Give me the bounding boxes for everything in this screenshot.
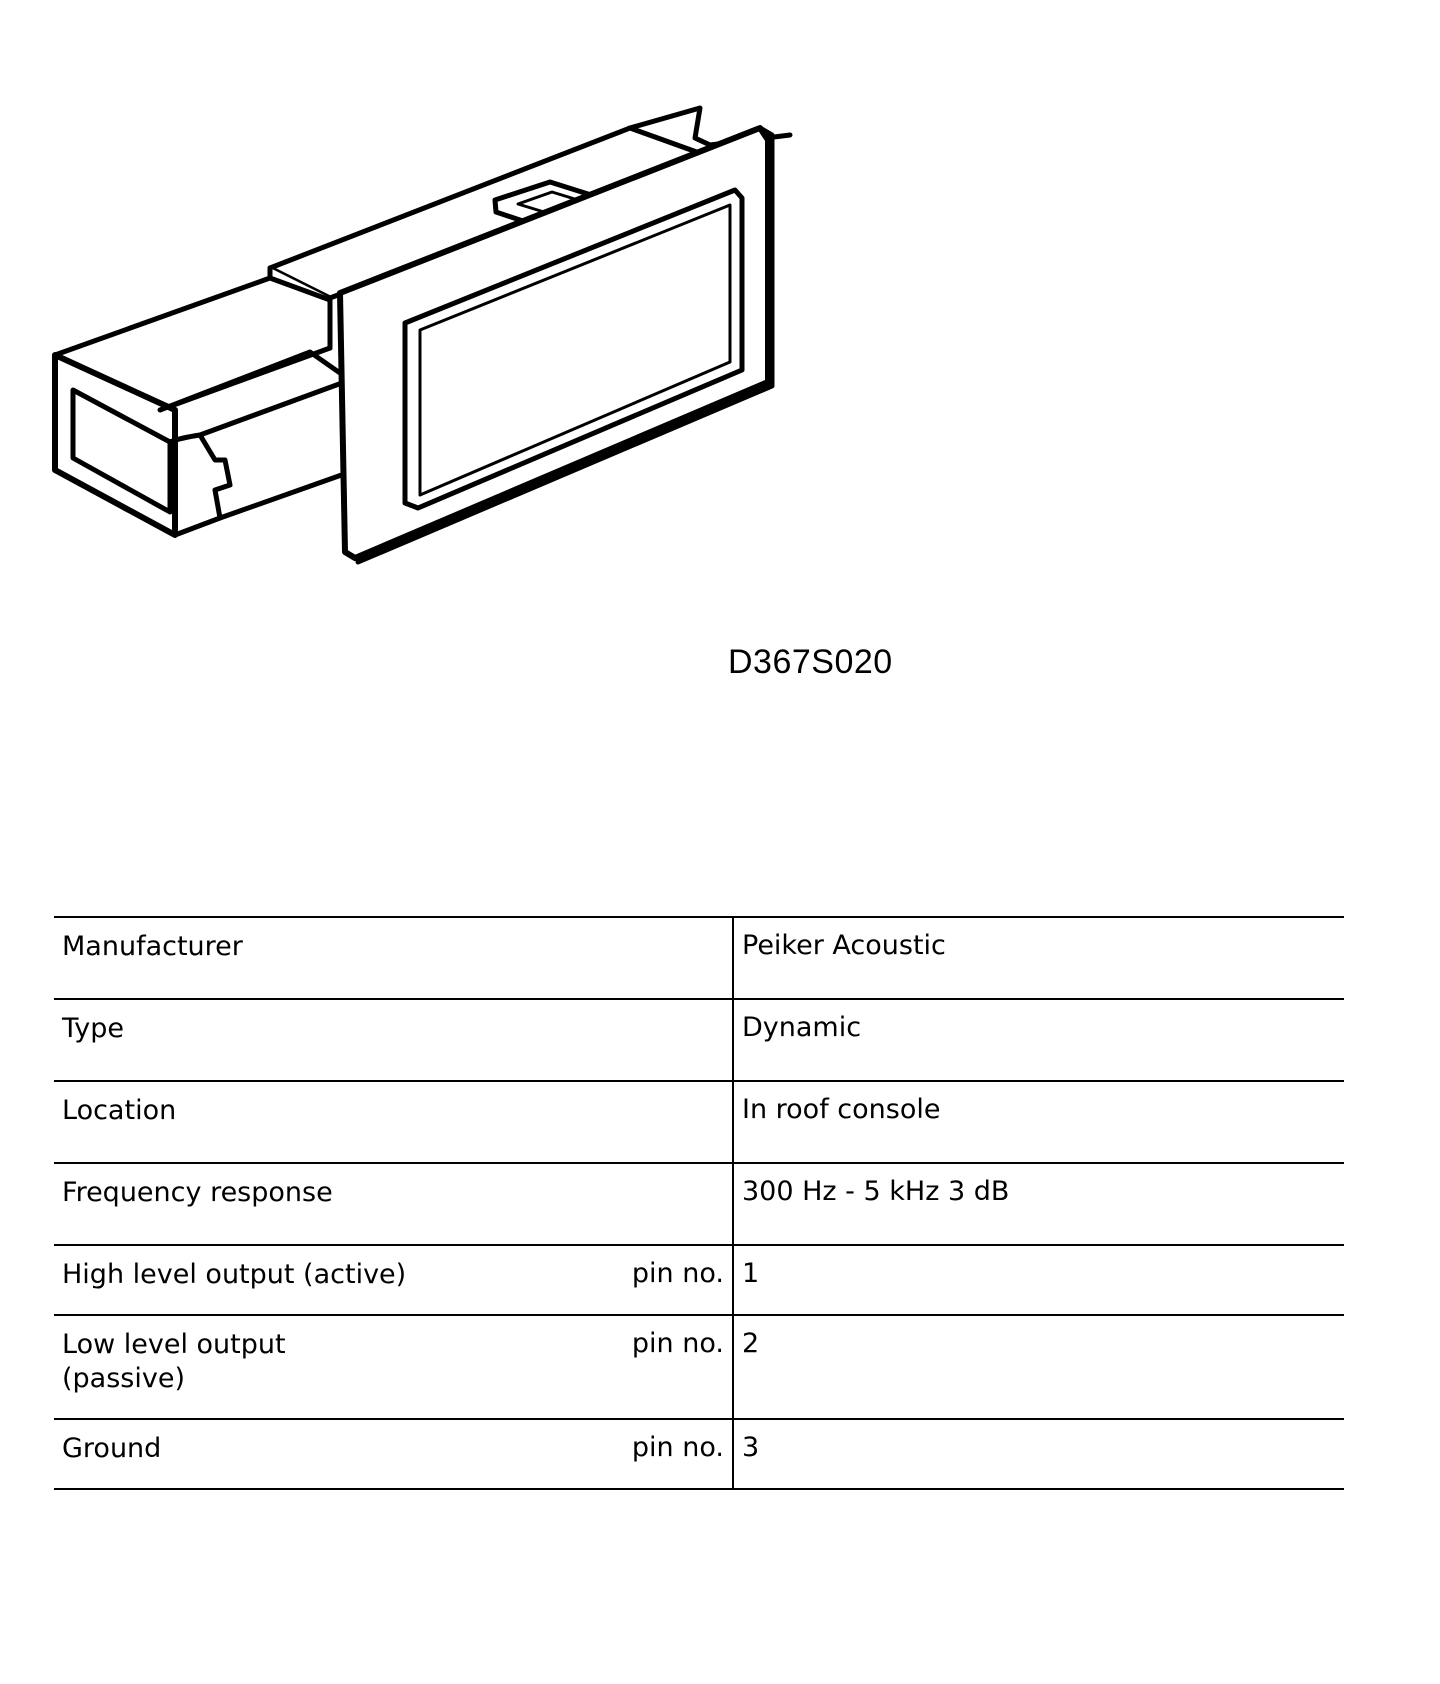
spec-value: 1 — [733, 1245, 1344, 1315]
spec-label: Ground — [62, 1433, 162, 1464]
pin-number-label: pin no. — [631, 1258, 724, 1289]
table-row — [54, 917, 1344, 999]
spec-label-cell — [54, 1315, 733, 1419]
spec-label-cell — [54, 1081, 733, 1163]
spec-label: Frequency response — [62, 1177, 333, 1208]
specification-table — [54, 916, 1344, 1490]
pin-number-label: pin no. — [631, 1328, 724, 1359]
table-row — [54, 999, 1344, 1081]
spec-value: 3 — [733, 1419, 1344, 1489]
table-row — [54, 1419, 1344, 1489]
spec-label: Location — [62, 1095, 177, 1126]
microphone-connector-illustration — [40, 90, 860, 630]
spec-value: Peiker Acoustic — [733, 917, 1344, 999]
connector-bottom-edge — [220, 380, 350, 518]
spec-value: In roof console — [733, 1081, 1344, 1163]
spec-label-cell — [54, 1419, 733, 1489]
table-row — [54, 1245, 1344, 1315]
spec-label-cell — [54, 1245, 733, 1315]
spec-label-cell — [54, 999, 733, 1081]
table-row — [54, 1081, 1344, 1163]
spec-label: Low level output (passive) — [62, 1329, 286, 1394]
spec-label-cell — [54, 917, 733, 999]
spec-label: High level output (active) — [62, 1259, 407, 1290]
spec-label: Manufacturer — [62, 931, 243, 962]
spec-value: Dynamic — [733, 999, 1344, 1081]
spec-value: 300 Hz - 5 kHz 3 dB — [733, 1163, 1344, 1245]
pin-number-label: pin no. — [631, 1432, 724, 1463]
figure-code: D367S020 — [728, 643, 893, 681]
spec-label: Type — [62, 1013, 125, 1044]
spec-label-cell — [54, 1163, 733, 1245]
table-row — [54, 1315, 1344, 1419]
table-row — [54, 1163, 1344, 1245]
spec-value: 2 — [733, 1315, 1344, 1419]
